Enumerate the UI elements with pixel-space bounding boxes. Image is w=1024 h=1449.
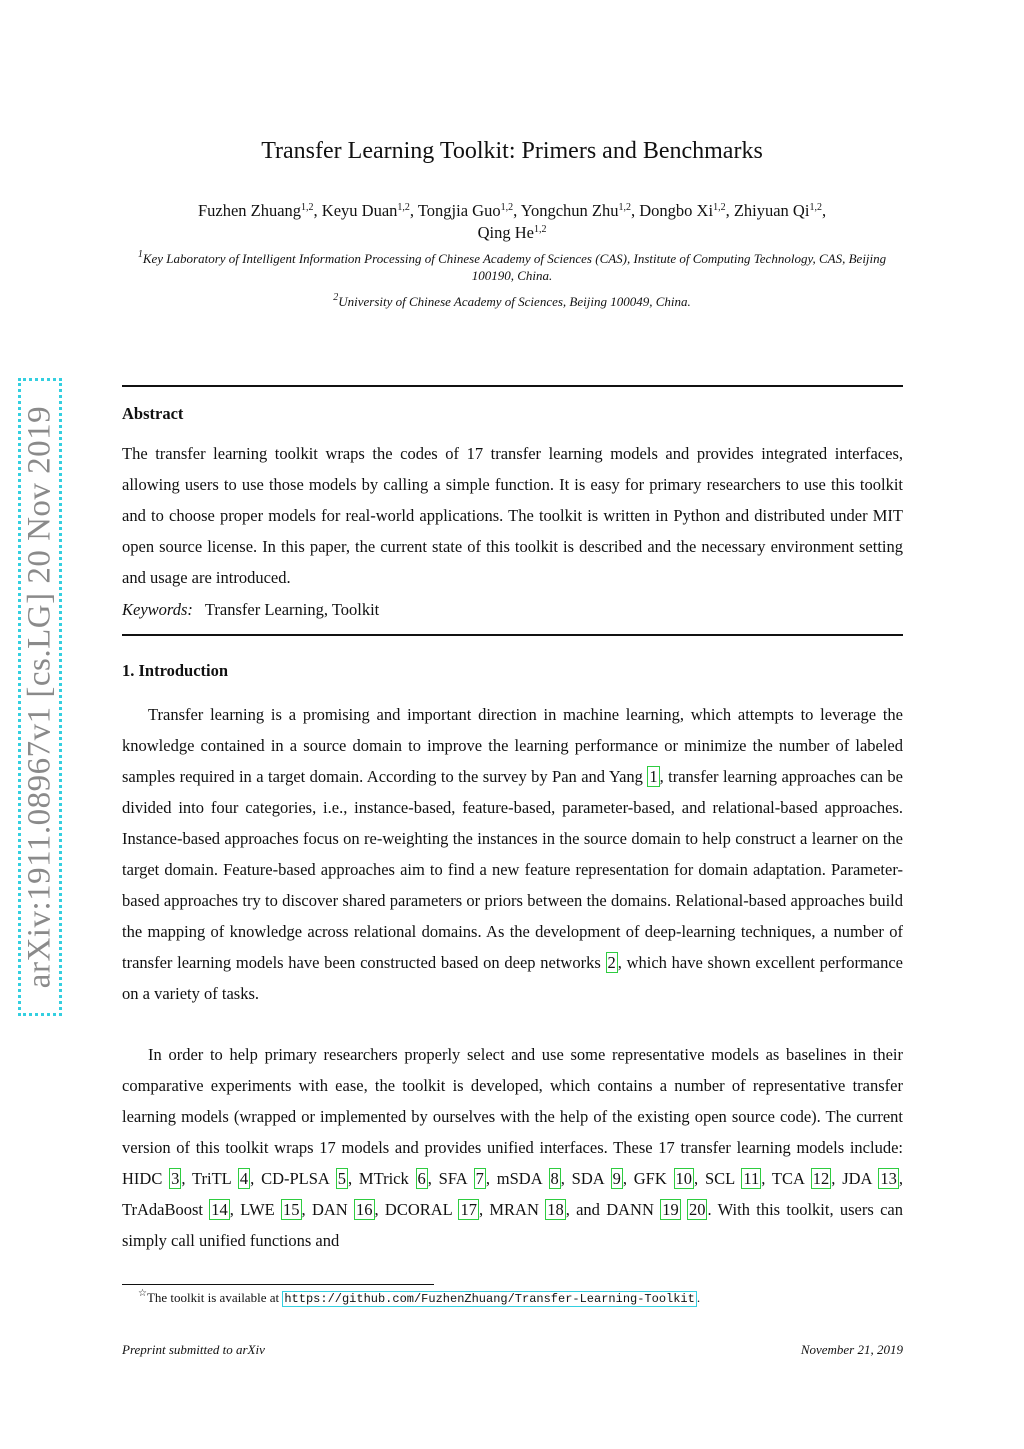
citation-link[interactable]: 13 xyxy=(880,1169,897,1188)
keywords-line xyxy=(122,600,379,620)
author-affiliation-marker: 1,2 xyxy=(301,202,314,213)
author-affiliation-marker: 1,2 xyxy=(618,202,632,213)
footnote-text: The toolkit is available at xyxy=(146,1290,283,1305)
affiliation-1-text: Key Laboratory of Intelligent Information Processing of Chinese Academy of Sciences (CAS), Institute of Computing Technology, CAS, Beijing 100190, China. xyxy=(142,251,887,283)
author-affiliation-marker: 1,2 xyxy=(533,224,547,235)
citation-link[interactable]: 11 xyxy=(743,1169,760,1188)
author-affiliation-marker: 1,2 xyxy=(809,202,822,213)
citation-link[interactable]: 10 xyxy=(675,1169,693,1188)
abstract-heading: Abstract xyxy=(122,404,184,423)
citation-link[interactable]: 5 xyxy=(337,1169,346,1188)
abstract-top-rule xyxy=(122,385,903,387)
author-name: Tongjia Guo xyxy=(417,201,501,220)
citation-link[interactable]: 15 xyxy=(283,1200,300,1219)
citation-link[interactable]: 12 xyxy=(812,1169,830,1188)
citation-link[interactable]: 4 xyxy=(239,1169,249,1188)
citation-link[interactable]: 7 xyxy=(475,1169,484,1188)
citation-link[interactable]: 20 xyxy=(688,1200,706,1219)
affiliation-1-marker: 1 xyxy=(137,249,143,260)
author-affiliation-marker: 1,2 xyxy=(713,202,726,213)
paper-title: Transfer Learning Toolkit: Primers and Benchmarks xyxy=(261,138,763,164)
author-affiliation-marker: 1,2 xyxy=(500,202,514,213)
footnote-rule xyxy=(122,1284,434,1285)
citation-link[interactable]: 19 xyxy=(662,1200,679,1219)
affiliation-2-marker: 2 xyxy=(333,292,339,303)
author-list: Fuzhen Zhuang$^{1,2}$, Keyu Duan$^{1,2}$, Tongjia Guo$^{1,2}$, Yongchun Zhu$^{1,2}$, Dongbo Xi$^{1,2}$, Zhiyuan Qi$^{1,2}$, Qing He$^{1,2}$ xyxy=(197,201,827,242)
citation-link[interactable]: 3 xyxy=(171,1169,180,1188)
author-name: Zhiyuan Qi xyxy=(733,201,810,220)
footnote-star-icon: ☆ xyxy=(138,1288,147,1299)
citation-link[interactable]: 17 xyxy=(460,1200,477,1219)
footer-preprint-note: Preprint submitted to arXiv xyxy=(122,1342,265,1357)
footnote xyxy=(138,1290,700,1306)
section-heading-introduction: 1. Introduction xyxy=(122,661,229,680)
citation-link[interactable]: 2 xyxy=(607,953,616,972)
citation-link[interactable]: 14 xyxy=(211,1200,228,1219)
author-name: Yongchun Zhu xyxy=(520,201,619,220)
affiliation-2 xyxy=(125,293,899,310)
author-name: Qing He xyxy=(477,223,534,242)
citation-link[interactable]: 6 xyxy=(417,1169,426,1188)
author-name: Fuzhen Zhuang xyxy=(197,201,302,220)
keywords-value: Transfer Learning, Toolkit xyxy=(204,600,380,619)
citation-link[interactable]: 16 xyxy=(356,1200,373,1219)
arxiv-identifier-text: arXiv:1911.08967v1 [cs.LG] 20 Nov 2019 xyxy=(21,405,58,989)
citation-link[interactable]: 18 xyxy=(547,1200,564,1219)
arxiv-identifier-stamp[interactable] xyxy=(18,378,62,1016)
affiliation-1 xyxy=(125,250,899,284)
footnote-end: . xyxy=(696,1290,701,1305)
abstract-text: The transfer learning toolkit wraps the codes of 17 transfer learning models and provides integrated interfaces, allowing users to use those models by calling a simple function. It is easy for primary researchers to use this toolkit and to choose proper models for real-world applications. The toolkit is written in Python and distributed under MIT open source license. In this paper, the current state of this toolkit is described and the necessary environment setting and usage are introduced. xyxy=(122,444,903,587)
intro-paragraph-1: Transfer learning is a promising and important direction in machine learning, which attempts to leverage the knowledge contained in a source domain to improve the learning performance or minimize the number of labeled samples required in a target domain. According to the survey by Pan and Yang 1 , transfer learning approaches can be divided into four categories, i.e., instance-based, feature-based, parameter-based, and relational-based approaches. Instance-based approaches focus on re-weighting the instances in the source domain to help construct a learner on the target domain. Feature-based approaches aim to find a new feature representation for domain adaptation. Parameter-based approaches try to discover shared parameters or priors between the domains. Relational-based approaches build the mapping of knowledge across relational domains. As the development of deep-learning techniques, a number of transfer learning models have been constructed based on deep networks 2 , which have shown excellent performance on a variety of tasks. xyxy=(122,705,904,1003)
author-name: Dongbo Xi xyxy=(639,201,714,220)
toolkit-url-link[interactable]: https://github.com/FuzhenZhuang/Transfer-Learning-Toolkit xyxy=(284,1292,695,1306)
footer-date: November 21, 2019 xyxy=(800,1342,903,1357)
intro-paragraph-2: In order to help primary researchers properly select and use some representative models as baselines in their comparative experiments with ease, the toolkit is developed, which contains a number of representative transfer learning models (wrapped or implemented by ourselves with the help of the existing open source code). The current version of this toolkit wraps 17 models and provides unified interfaces. These 17 transfer learning models include: HIDC 3 , TriTL 4 , CD-PLSA 5 , MTrick 6 , SFA 7 , mSDA 8 , SDA 9 , GFK 10 , SCL 11 , TCA 12 , JDA 13 , TrAdaBoost 14 , LWE 15 , DAN 16 , DCORAL 17 , MRAN 18 , and DANN 19 20 . With this toolkit, users can simply call unified functions and xyxy=(122,1045,903,1250)
citation-link[interactable]: 8 xyxy=(550,1169,559,1188)
affiliation-2-text: University of Chinese Academy of Sciences, Beijing 100049, China. xyxy=(338,294,691,309)
author-name: Keyu Duan xyxy=(321,201,398,220)
author-affiliation-marker: 1,2 xyxy=(397,202,410,213)
abstract-bottom-rule xyxy=(122,634,903,636)
keywords-label: Keywords: xyxy=(122,600,193,619)
citation-link[interactable]: 9 xyxy=(612,1169,621,1188)
citation-link[interactable]: 1 xyxy=(649,767,658,786)
